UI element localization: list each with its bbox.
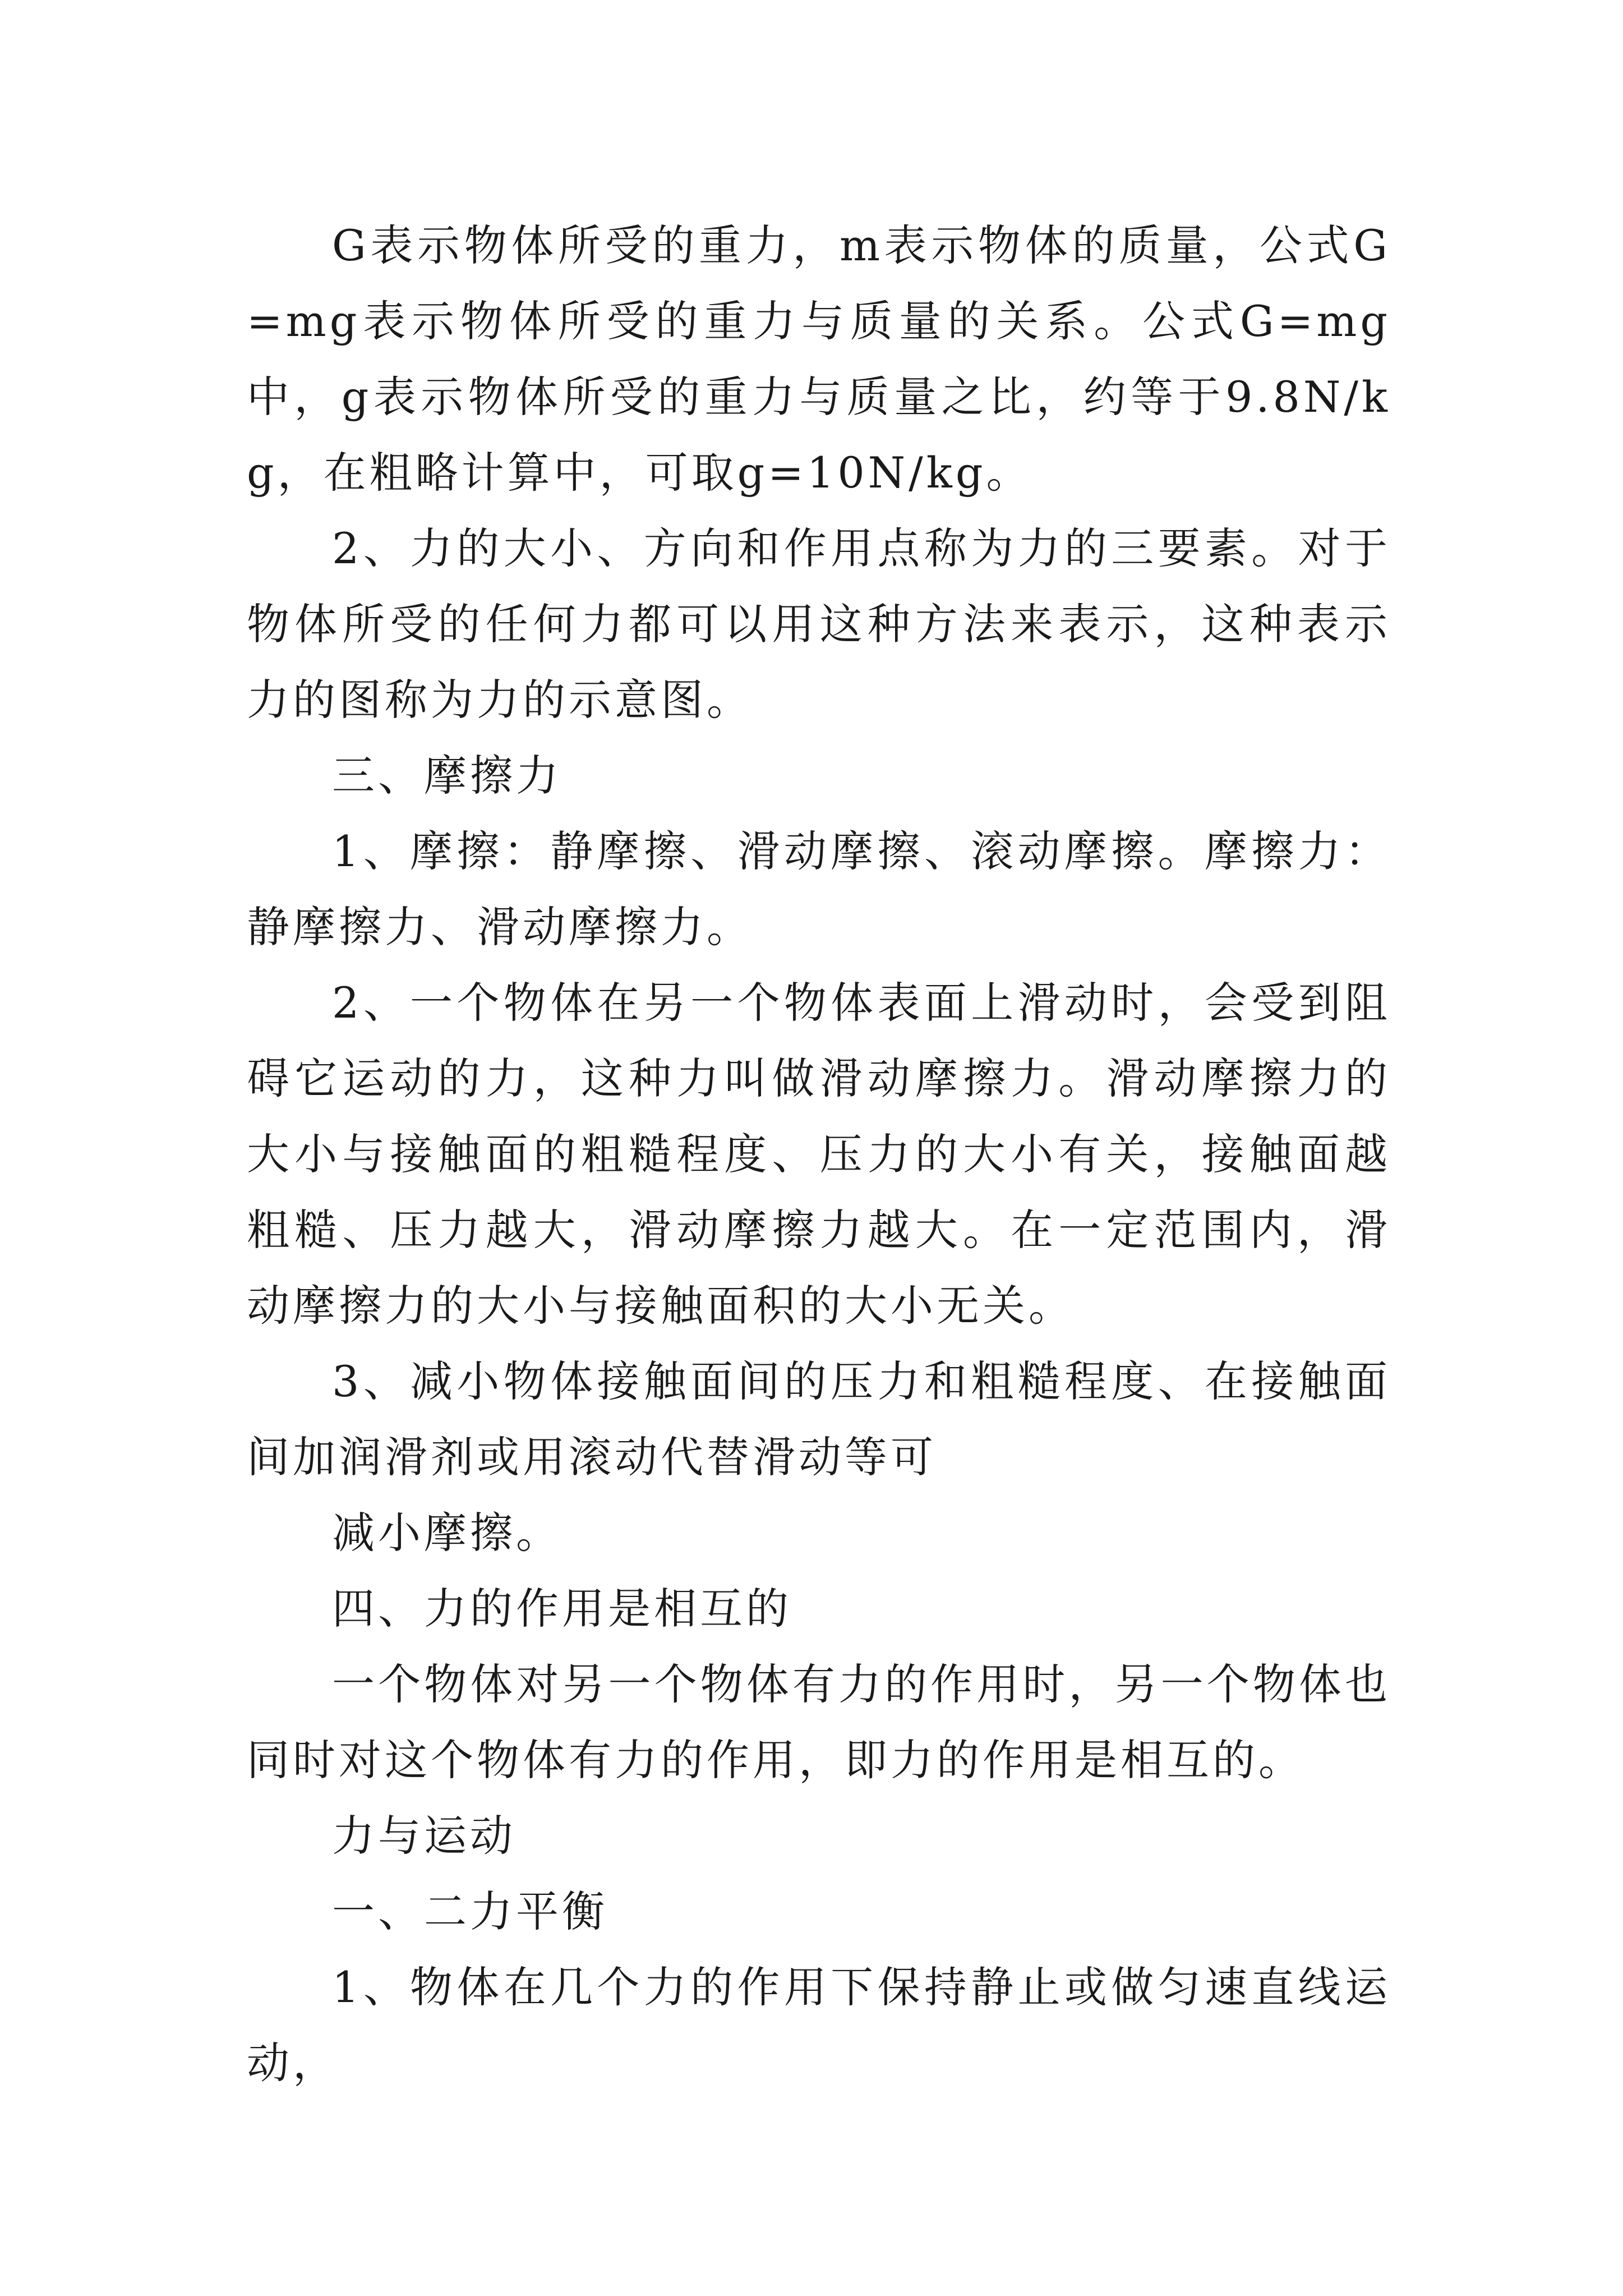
paragraph-sliding-friction: 2、一个物体在另一个物体表面上滑动时，会受到阻碍它运动的力，这种力叫做滑动摩擦力。滑动摩擦力的大小与接触面的粗糙程度、压力的大小有关，接触面越粗糙、压力越大，滑动摩擦力越大。在一定范围内，滑动摩擦力的大小与接触面积的大小无关。 [247, 978, 1391, 1331]
paragraph-gravity-formula: G表示物体所受的重力，m表示物体的质量，公式G=mg表示物体所受的重力与质量的关系。公式G=mg中，g表示物体所受的重力与质量之比，约等于9.8N/kg，在粗略计算中，可取g=10N/kg。 [247, 220, 1391, 498]
heading-force-and-motion: 力与运动 [332, 1811, 516, 1861]
document-body [247, 208, 1391, 2101]
paragraph-force-elements: 2、力的大小、方向和作用点称为力的三要素。对于物体所受的任何力都可以用这种方法来表示，这种表示力的图称为力的示意图。 [247, 523, 1391, 725]
paragraph-reduce-friction-cont: 减小摩擦。 [332, 1508, 562, 1558]
heading-mutual-force: 四、力的作用是相互的 [332, 1584, 792, 1634]
paragraph-friction-types: 1、摩擦：静摩擦、滑动摩擦、滚动摩擦。摩擦力：静摩擦力、滑动摩擦力。 [247, 826, 1391, 952]
paragraph-mutual-force: 一个物体对另一个物体有力的作用时，另一个物体也同时对这个物体有力的作用，即力的作用是相互的。 [247, 1659, 1391, 1785]
heading-friction: 三、摩擦力 [332, 751, 562, 800]
paragraph-equilibrium: 1、物体在几个力的作用下保持静止或做匀速直线运动， [247, 1962, 1391, 2088]
heading-equilibrium: 一、二力平衡 [332, 1887, 608, 1936]
paragraph-reduce-friction: 3、减小物体接触面间的压力和粗糙程度、在接触面间加润滑剂或用滚动代替滑动等可 [247, 1356, 1391, 1482]
